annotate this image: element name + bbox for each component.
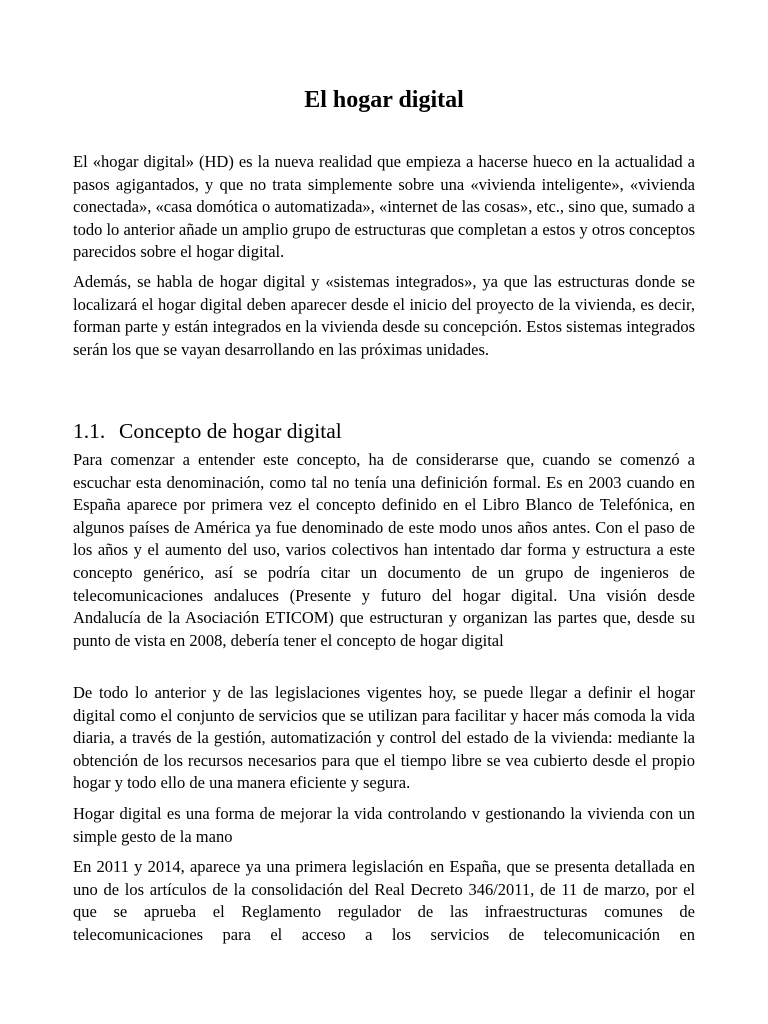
document-title: El hogar digital <box>304 87 464 113</box>
intro-paragraph-1-block <box>73 151 695 264</box>
section-paragraph-4-block <box>73 856 695 946</box>
section-paragraph: Para comenzar a entender este concepto, ha de considerarse que, cuando se comenzó a escuchar esta denominación, como tal no tenía una definición formal. Es en 2003 cuando en España aparece por primera vez el concepto definido en el Libro Blanco de Telefónica, en algunos países de América ya fue denominado de este modo unos años antes. Con el paso de los años y el aumento del uso, varios colectivos han intentado dar forma y estructura a este concepto genérico, así se podría citar un documento de un grupo de ingenieros de telecomunicaciones andaluces (Presente y futuro del hogar digital. Una visión desde Andalucía de la Asociación ETICOM) que estructuran y organizan las partes que, desde su punto de vista en 2008, debería tener el concepto de hogar digital <box>73 450 695 650</box>
section-paragraph-3-block <box>73 803 695 848</box>
section-paragraph-1-block <box>73 449 695 652</box>
section-paragraph: Hogar digital es una forma de mejorar la vida controlando v gestionando la vivienda con un simple gesto de la mano <box>73 804 695 846</box>
intro-paragraph-2-block <box>73 271 695 361</box>
section-paragraph: De todo lo anterior y de las legislaciones vigentes hoy, se puede llegar a definir el hogar digital como el conjunto de servicios que se utilizan para facilitar y hacer más comoda la vida diaria, a través de la gestión, automatización y control del estado de la vivienda: mediante la obtención de los recursos necesarios para que el tiempo libre se vea cubierto desde el propio hogar y todo ello de una manera eficiente y segura. <box>73 683 695 793</box>
section-title: Concepto de hogar digital <box>119 419 342 443</box>
section-paragraph-2-block <box>73 682 695 795</box>
intro-paragraph: El «hogar digital» (HD) es la nueva realidad que empieza a hacerse hueco en la actualidad a pasos agigantados, y que no trata simplemente sobre una «vivienda inteligente», «vivienda conectada», «casa domótica o automatizada», «internet de las cosas», etc., sino que, sumado a todo lo anterior añade un amplio grupo de estructuras que completan a estos y otros conceptos parecidos sobre el hogar digital. <box>73 152 695 262</box>
section-paragraph: En 2011 y 2014, aparece ya una primera legislación en España, que se presenta detallada en uno de los artículos de la consolidación del Real Decreto 346/2011, de 11 de marzo, por el que se aprueba el Reglamento regulador de las infraestructuras comunes de telecomunicaciones para el acceso a los servicios de telecomunicación en <box>73 857 695 944</box>
section-heading <box>73 417 342 445</box>
section-number: 1.1. <box>73 419 106 443</box>
intro-paragraph: Además, se habla de hogar digital y «sistemas integrados», ya que las estructuras donde se localizará el hogar digital deben aparecer desde el inicio del proyecto de la vivienda, es decir, forman parte y están integrados en la vivienda desde su concepción. Estos sistemas integrados serán los que se vayan desarrollando en las próximas unidades. <box>73 272 695 359</box>
